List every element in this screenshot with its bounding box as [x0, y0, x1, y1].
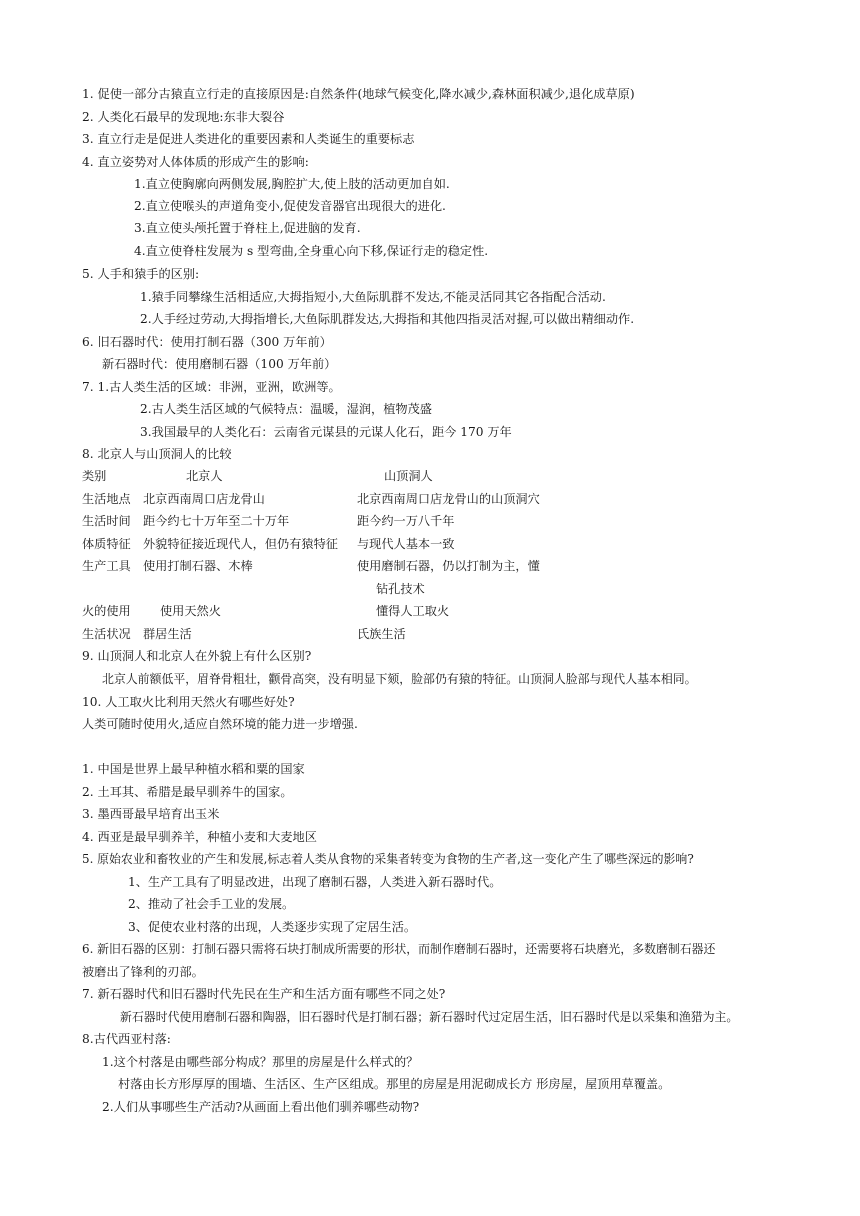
text-line: 1. 促使一部分古猿直立行走的直接原因是:自然条件(地球气候变化,降水减少,森林面积减少,退化成草原)	[82, 87, 635, 101]
text-line: 1. 中国是世界上最早种植水稻和粟的国家	[82, 762, 305, 776]
table-cell: 使用天然火	[160, 604, 221, 618]
text-line: 10. 人工取火比利用天然火有哪些好处?	[82, 695, 295, 709]
text-line: 6. 新旧石器的区别：打制石器只需将石块打制成所需要的形状，而制作磨制石器时，还需要将石块磨光，多数磨制石器还	[82, 942, 716, 956]
text-line: 3.我国最早的人类化石：云南省元谋县的元谋人化石，距今 170 万年	[140, 425, 512, 439]
table-cell: 北京西南周口店龙骨山	[143, 492, 265, 506]
text-line: 5. 原始农业和畜牧业的产生和发展,标志着人类从食物的采集者转变为食物的生产者,这一变化产生了哪些深远的影响?	[82, 852, 694, 866]
text-line: 1、生产工具有了明显改进，出现了磨制石器，人类进入新石器时代。	[128, 875, 502, 889]
text-line: 8.古代西亚村落:	[82, 1032, 171, 1046]
table-cell: 体质特征	[82, 537, 131, 551]
table-cell: 生活状况	[82, 627, 131, 641]
text-line: 村落由长方形厚厚的围墙、生活区、生产区组成。那里的房屋是用泥砌成长方 形房屋，屋顶用草覆盖。	[118, 1077, 671, 1091]
text-line: 1.猿手同攀缘生活相适应,大拇指短小,大鱼际肌群不发达,不能灵活同其它各指配合活动.	[140, 290, 606, 304]
text-line: 8. 北京人与山顶洞人的比较	[82, 447, 232, 461]
table-header-cell: 类别	[82, 469, 107, 483]
text-line: 3、促使农业村落的出现，人类逐步实现了定居生活。	[128, 920, 417, 934]
table-header-cell: 山顶洞人	[384, 469, 433, 483]
text-line: 新石器时代：使用磨制石器（100 万年前）	[102, 357, 337, 371]
text-line: 3.直立使头颅托置于脊柱上,促进脑的发育.	[134, 221, 361, 235]
text-line: 7. 新石器时代和旧石器时代先民在生产和生活方面有哪些不同之处?	[82, 987, 446, 1001]
table-cell: 钻孔技术	[376, 582, 425, 596]
text-line: 1.直立使胸廓向两侧发展,胸腔扩大,使上肢的活动更加自如.	[134, 177, 450, 191]
table-cell: 氏族生活	[357, 627, 406, 641]
text-line: 2.直立使喉头的声道角变小,促使发音器官出现很大的进化.	[134, 199, 446, 213]
text-line: 2. 土耳其、希腊是最早驯养牛的国家。	[82, 785, 293, 799]
text-line: 7. 1.古人类生活的区域：非洲，亚洲，欧洲等。	[82, 380, 341, 394]
table-cell: 与现代人基本一致	[357, 537, 455, 551]
text-line: 3. 直立行走是促进人类进化的重要因素和人类诞生的重要标志	[82, 132, 415, 146]
text-line: 2.人手经过劳动,大拇指增长,大鱼际肌群发达,大拇指和其他四指灵活对握,可以做出精细动作.	[140, 312, 635, 326]
table-cell: 外貌特征接近现代人，但仍有猿特征	[143, 537, 338, 551]
text-line: 5. 人手和猿手的区别:	[82, 267, 200, 281]
text-line: 人类可随时使用火,适应自然环境的能力进一步增强.	[82, 717, 358, 731]
text-line: 2、推动了社会手工业的发展。	[128, 897, 295, 911]
text-line: 4. 直立姿势对人体体质的形成产生的影响:	[82, 155, 309, 169]
text-line: 3. 墨西哥最早培育出玉米	[82, 807, 220, 821]
table-cell: 生产工具	[82, 559, 131, 573]
text-line: 被磨出了锋利的刃部。	[82, 965, 204, 979]
text-line: 新石器时代使用磨制石器和陶器，旧石器时代是打制石器；新石器时代过定居生活，旧石器时代是以采集和渔猎为主。	[120, 1010, 739, 1024]
text-line: 6. 旧石器时代：使用打制石器（300 万年前）	[82, 335, 332, 349]
text-line: 4. 西亚是最早驯养羊，种植小麦和大麦地区	[82, 830, 317, 844]
table-cell: 生活时间	[82, 514, 131, 528]
table-cell: 懂得人工取火	[376, 604, 450, 618]
text-line: 2.古人类生活区域的气候特点：温暖，湿润，植物茂盛	[140, 402, 432, 416]
table-cell: 生活地点	[82, 492, 131, 506]
table-cell: 距今约七十万年至二十万年	[143, 514, 290, 528]
text-line: 4.直立使脊柱发展为 s 型弯曲,全身重心向下移,保证行走的稳定性.	[134, 244, 489, 258]
table-cell: 使用磨制石器，仍以打制为主，懂	[357, 559, 540, 573]
table-cell: 火的使用	[82, 604, 131, 618]
table-cell: 使用打制石器、木棒	[143, 559, 253, 573]
table-cell: 群居生活	[143, 627, 192, 641]
text-line: 1.这个村落是由哪些部分构成？那里的房屋是什么样式的？	[102, 1055, 419, 1069]
table-cell: 北京西南周口店龙骨山的山顶洞穴	[357, 492, 540, 506]
text-line: 2.人们从事哪些生产活动?从画面上看出他们驯养哪些动物?	[102, 1100, 420, 1114]
text-line: 9. 山顶洞人和北京人在外貌上有什么区别?	[82, 649, 312, 663]
text-line: 北京人前额低平，眉脊骨粗壮，颧骨高突，没有明显下颏，脸部仍有猿的特征。山顶洞人脸部与现代人基本相同。	[102, 672, 697, 686]
table-header-cell: 北京人	[186, 469, 223, 483]
text-line: 2. 人类化石最早的发现地:东非大裂谷	[82, 110, 285, 124]
table-cell: 距今约一万八千年	[357, 514, 455, 528]
